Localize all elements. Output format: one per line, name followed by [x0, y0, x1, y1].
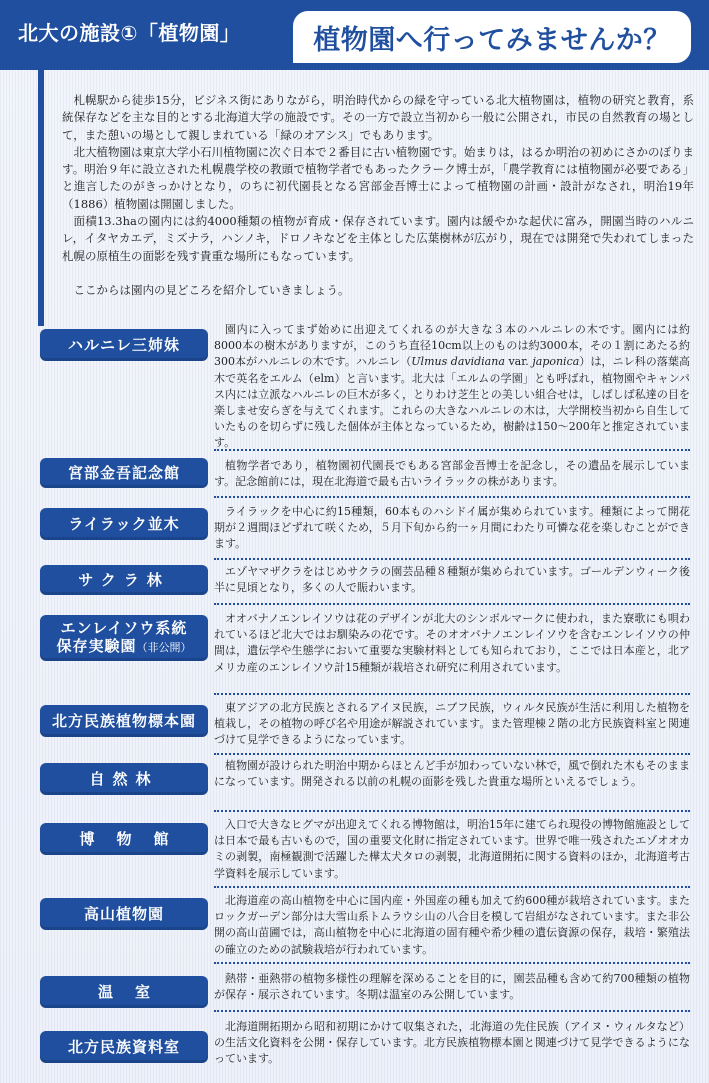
section-desc-text: オオバナノエンレイソウは花のデザインが北大のシンボルマークに使われ，また寮歌にも唄われているほど北大ではお馴染みの花です。そのオオバナノエンレイソウを含むエンレイソウの仲間は，遺伝学や生態学において重要な実験材料としても知られており，ここでは日本産と，北アメリカ産のエンレイソウ計15種類が栽培され研究に利用されています。	[214, 612, 690, 674]
section-label-lilac	[40, 508, 208, 540]
header-left-title: 北大の施設①「植物園」	[18, 21, 241, 45]
section-desc-text: 植物学者であり，植物園初代園長でもある宮部金吾博士を記念し，その遺品を展示しています。記念館前には，現在北海道で最も古いライラックの株があります。	[214, 459, 690, 489]
section-label-museum	[40, 823, 208, 855]
header-underline	[0, 66, 709, 70]
section-desc-miyabe	[214, 458, 690, 490]
section-desc-text: 北海道産の高山植物を中心に国内産・外国産の種も加えて約600種が栽培されています。またロックガーデン部分は大雪山系トムラウシ山の八合目を模して岩組がなされています。また非公開の高山苗圃では，高山植物を中心に北海道の固有種や希少種の遺伝資源の保存，栽培・繁殖法の確立のための試験栽培が行われています。	[214, 894, 690, 956]
section-desc-greenhouse	[214, 971, 690, 1003]
section-label-text: 北方民族植物標本園	[51, 712, 196, 730]
header-right-title: 植物園へ行ってみませんか？	[313, 24, 671, 56]
intro-paragraph-2: 北大植物園は東京大学小石川植物園に次ぐ日本で２番目に古い植物園です。始まりは，はるか明治の初めにさかのぼります。明治９年に設立された札幌農学校の教頭で植物学者でもあったクラーク博士が，「農学教育には植物園が必要である」と進言したのがきっかけとなり，のちに初代園長となる宮部金吾博士によって植物園の計画・設計がなされ，明治19年（1886）植物園は開園しました。	[62, 144, 694, 211]
section-desc-harunire	[214, 322, 690, 452]
section-desc-text: 植物園が設けられた明治中期からほとんど手が加わっていない林で，風で倒れた木もそのままになっています。開発される以前の札幌の面影を残した貴重な場所といえるでしょう。	[214, 759, 690, 789]
section-divider	[214, 693, 690, 695]
desc-part: 園内に入ってまず始めに出迎えてくれるのが大きな３本のハルニレの木です。園内には約8000本の樹木がありますが，このうち直径10cm以上のものは約3000本，その１割にあたる約300本がハルニレの木です。ハルニレ（	[214, 323, 690, 369]
section-desc-text: ライラックを中心に約15種類，60本ものハシドイ属が集められています。種類によって開花期が２週間ほどずれて咲くため，５月下旬から約一ヶ月間にわたり可憐な花を楽しむことができます。	[214, 505, 690, 551]
section-desc-museum	[214, 817, 690, 882]
section-label-forest	[40, 763, 208, 795]
section-divider	[214, 1010, 690, 1012]
section-divider	[214, 496, 690, 498]
latin-var: var.	[504, 355, 533, 369]
section-desc-text: 東アジアの北方民族とされるアイヌ民族，ニブフ民族，ウィルタ民族が生活に利用した植物を植栽し，その植物の呼び名や用途が解説されています。また管理棟２階の北方民族資料室と関連づけて見学できるようになっています。	[214, 701, 690, 747]
section-label-enreisou	[40, 615, 208, 661]
section-label-text-2: 保存実験園	[56, 637, 137, 655]
section-label-text: 温室	[97, 983, 172, 1001]
section-divider	[214, 449, 690, 451]
section-label-text: 高山植物園	[83, 905, 164, 923]
section-desc-text: エゾヤマザクラをはじめサクラの園芸品種８種類が集められています。ゴールデンウィーク後半に見頃となり，多くの人で賑わいます。	[214, 565, 690, 595]
intro-paragraph-4: ここからは園内の見どころを紹介していきましょう。	[73, 282, 350, 297]
section-label-hoppou-archive	[40, 1031, 208, 1063]
intro-text	[62, 92, 694, 299]
section-divider	[214, 962, 690, 964]
desc-part: ）は，ニレ科の落葉高木で英名をエルム（elm）と言います。北大は「エルムの学園」とも呼ばれ，植物園やキャンパス内には立派なハルニレの巨木が多く，とりわけ芝生との美しい組合せは，しばしば私達の目を楽しませ安らぎを与えてくれます。これらの大きなハルニレの木は，大学開校当初から自生していたものを切らずに残した個体が主体となっているため，樹齢は150～200年と推定されています。	[214, 355, 690, 450]
section-desc-text: 熱帯・亜熱帯の植物多様性の理解を深めることを目的に，園芸品種も含めて約700種類の植物が保存・展示されています。冬期は温室のみ公開しています。	[214, 972, 690, 1002]
section-label-text: 博物館	[79, 830, 191, 848]
section-desc-hoppou-garden	[214, 700, 690, 749]
latin-name: Ulmus davidiana	[411, 355, 505, 369]
section-desc-sakura	[214, 564, 690, 596]
intro-paragraph-3: 面積13.3haの園内には約4000種類の植物が育成・保存されています。園内は緩やかな起伏に富み，開園当時のハルニレ，イタヤカエデ，ミズナラ，ハンノキ，ドロノキなどを主体とした広葉樹林が広がり，現在では開発で失われてしまった札幌の原植生の面影を残す貴重な場所にもなっています。	[62, 214, 694, 263]
section-label-miyabe	[40, 458, 208, 488]
section-label-text: 自然林	[89, 770, 159, 788]
section-desc-alpine	[214, 893, 690, 958]
section-label-greenhouse	[40, 976, 208, 1008]
section-desc-hoppou-archive	[214, 1019, 690, 1068]
intro-side-bar	[38, 66, 44, 326]
section-label-text: サクラ林	[78, 571, 170, 589]
section-divider	[214, 886, 690, 888]
section-label-alpine	[40, 898, 208, 930]
section-label-sakura	[40, 565, 208, 595]
section-divider	[214, 810, 690, 812]
section-divider	[214, 753, 690, 755]
section-divider	[214, 603, 690, 605]
section-desc-enreisou	[214, 611, 690, 676]
section-label-text: ライラック並木	[68, 515, 180, 533]
section-divider	[214, 558, 690, 560]
section-desc-text	[214, 322, 690, 452]
section-label-note: （非公開）	[136, 641, 192, 654]
section-label-hoppou-garden	[40, 705, 208, 737]
section-desc-text: 北海道開拓期から昭和初期にかけて収集された，北海道の先住民族（アイヌ・ウィルタなど）の生活文化資料を公開・保存しています。北方民族植物標本園と関連づけて見学できるようになっています。	[214, 1020, 690, 1066]
section-desc-lilac	[214, 504, 690, 553]
intro-paragraph-1: 札幌駅から徒歩15分，ビジネス街にありながら，明治時代からの緑を守っている北大植物園は，植物の研究と教育，系統保存などを主な目的とする北海道大学の施設です。その一方で設立当初から一般に公開され，市民の自然教育の場として，また憩いの場として親しまれている「緑のオアシス」でもあります。	[62, 93, 694, 142]
header-right-box	[290, 8, 694, 66]
section-desc-forest	[214, 758, 690, 790]
section-label-harunire	[40, 329, 208, 361]
section-label-text: ハルニレ三姉妹	[67, 336, 180, 354]
section-label-text: 宮部金吾記念館	[67, 464, 180, 482]
section-label-text: エンレイソウ系統	[60, 619, 188, 637]
section-label-text: 北方民族資料室	[67, 1038, 180, 1056]
latin-name: japonica	[532, 355, 580, 369]
section-desc-text: 入口で大きなヒグマが出迎えてくれる博物館は，明治15年に建てられ現役の博物館施設としては日本で最も古いもので，国の重要文化財に指定されています。世界で唯一残されたエゾオオカミの剥製，南極観測で活躍した樺太犬タロの剥製，北海道開拓に関する資料のほか，北海道考古学資料を展示しています。	[214, 818, 690, 880]
